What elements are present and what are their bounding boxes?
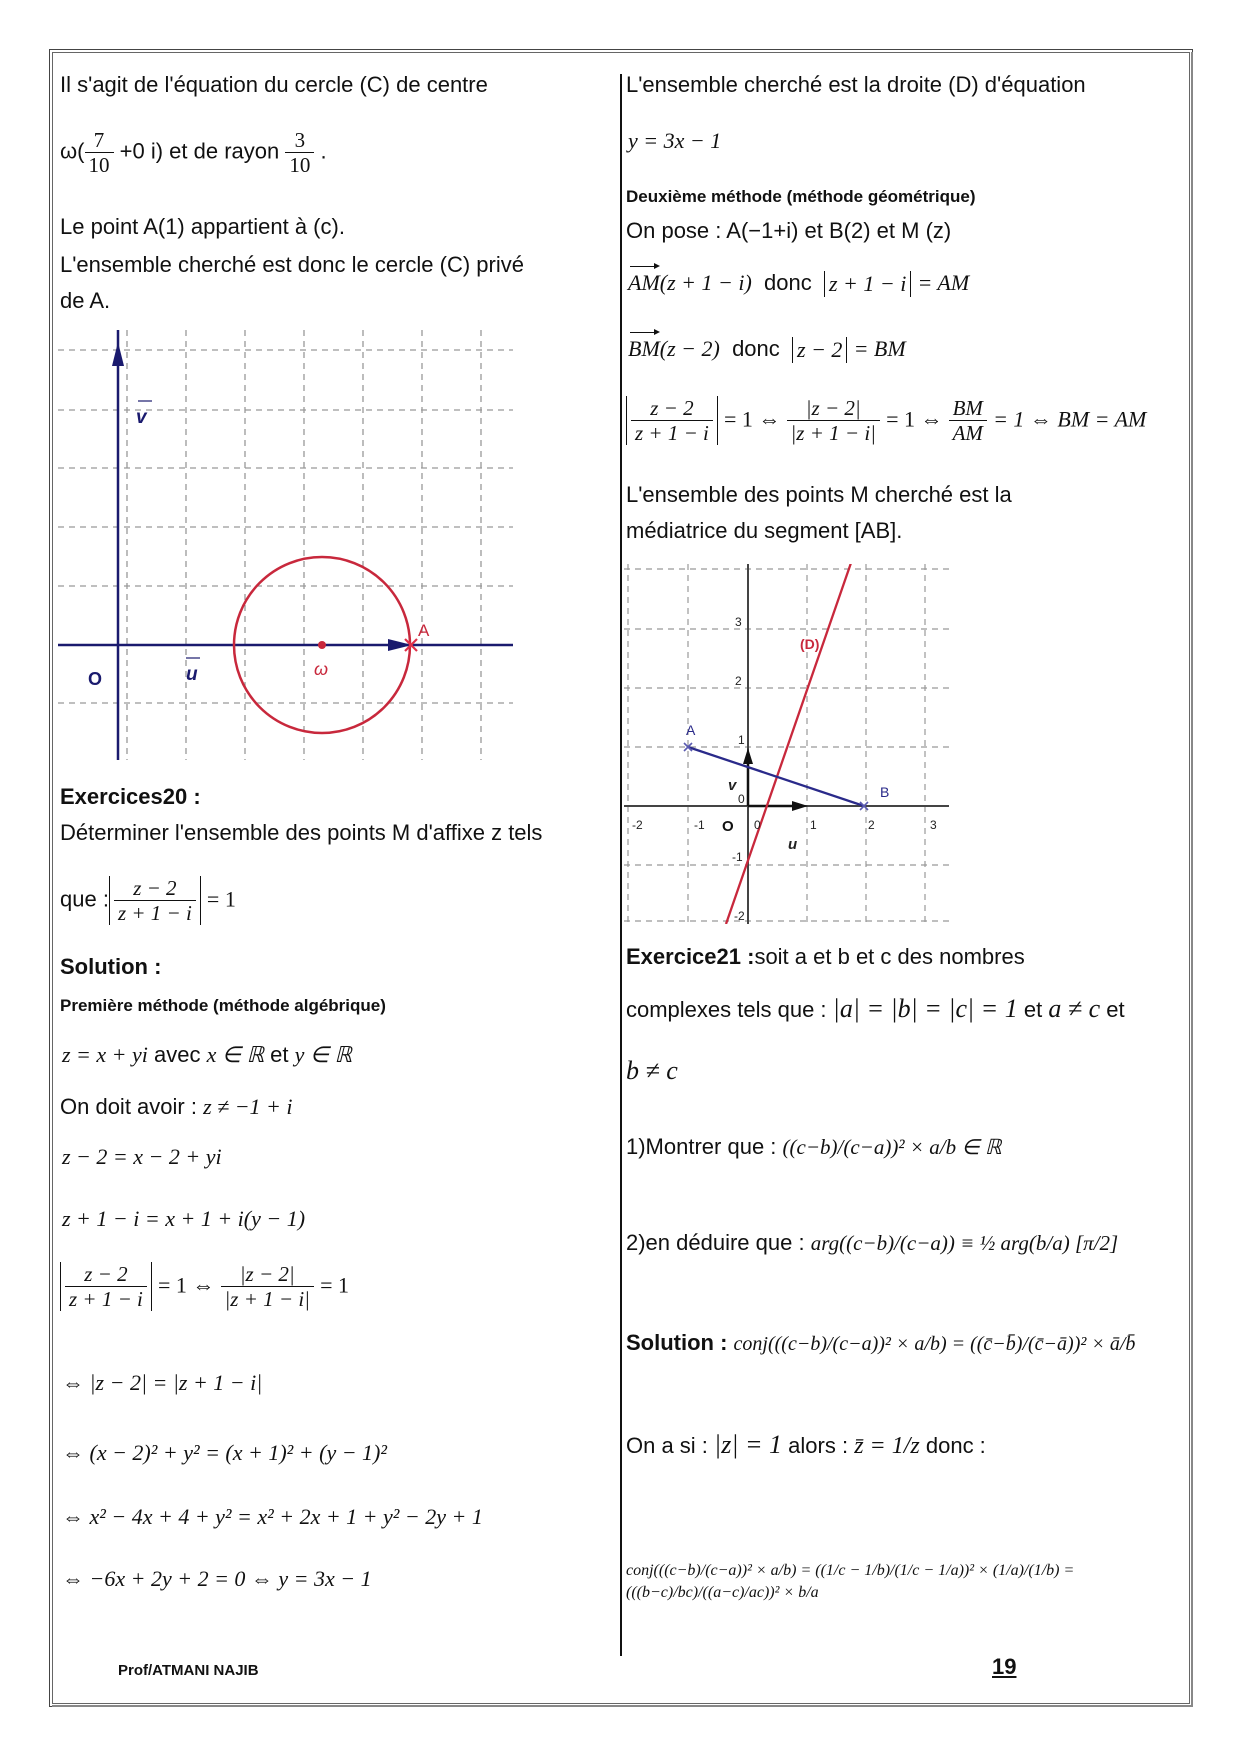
svg-text:-2: -2	[734, 909, 745, 923]
paragraph: médiatrice du segment [AB].	[626, 518, 903, 543]
u-arrow-icon	[388, 639, 412, 651]
fraction: $\frac{|z - 2|}{|z + 1 - i|}$	[221, 1262, 314, 1311]
svg-text:-2: -2	[632, 818, 643, 832]
math-line: ⇔ x² − 4x + 4 + y² = x² + 2x + 1 + y² − 2y + 1	[62, 1504, 483, 1529]
text: alors :	[788, 1433, 849, 1458]
modulus	[60, 1262, 152, 1311]
math-line	[62, 1042, 352, 1068]
label-D: (D)	[800, 636, 820, 652]
x-tick-labels	[632, 818, 937, 832]
text: = 1 ⇔	[157, 1272, 215, 1298]
svg-text:0: 0	[738, 792, 745, 806]
grid	[58, 330, 513, 760]
exercise-21-title: Exercice21 :	[626, 944, 755, 969]
paragraph: Il s'agit de l'équation du cercle (C) de centre	[60, 72, 488, 97]
math-line	[626, 396, 1146, 445]
question-1	[626, 1134, 1002, 1160]
paragraph: L'ensemble cherché est la droite (D) d'équation	[626, 72, 1086, 97]
paragraph: de A.	[60, 288, 111, 313]
fraction: $\frac{z - 2}{z + 1 - i}$	[114, 876, 196, 925]
page-shadow-bottom	[52, 1705, 1192, 1707]
text: soit a et b et c des nombres	[754, 944, 1025, 969]
grid	[624, 564, 949, 924]
label-v: v	[136, 407, 147, 428]
line-D	[726, 564, 852, 924]
column-divider	[620, 74, 622, 1656]
label-B: B	[880, 784, 890, 800]
fraction: $\frac{z - 2}{z + 1 - i}$	[65, 1262, 147, 1311]
svg-text:-1: -1	[732, 850, 743, 864]
math-line: b ≠ c	[626, 1056, 678, 1085]
exercise-20-title: Exercices20 :	[60, 784, 201, 809]
math-line	[60, 1094, 293, 1120]
label-O: O	[722, 818, 734, 835]
figure-circle-graph	[58, 330, 513, 760]
math-line: ⇔ |z − 2| = |z + 1 − i|	[62, 1370, 263, 1395]
label-A: A	[418, 621, 430, 640]
label-u: u	[186, 664, 198, 685]
svg-text:1: 1	[738, 733, 745, 747]
math: z ≠ −1 + i	[203, 1094, 293, 1119]
v-arrow-icon	[743, 748, 753, 764]
vector-BM: BM	[628, 336, 660, 361]
label-O: O	[88, 669, 103, 689]
text: 1)Montrer que :	[626, 1134, 777, 1159]
math: a ≠ c	[1048, 994, 1101, 1023]
math-line: conj(((c−b)/(c−a))² × a/b) = ((1/c − 1/b)/(1/c − 1/a))² × (1/a)/(1/b) = (((b−c)/bc)/((a−c)/ac))² × b/a	[626, 1562, 1075, 1601]
text: +0 i) et de rayon	[119, 138, 280, 164]
text: que :	[60, 886, 109, 912]
text: et	[1023, 997, 1043, 1022]
label-A: A	[686, 722, 696, 738]
fraction: $\frac{|z - 2|}{|z + 1 - i|}$	[787, 396, 880, 445]
math: = BM	[853, 336, 906, 361]
math: conj(((c−b)/(c−a))² × a/b) = ((c̄−b̄)/(c̄−ā))² × ā/b̄	[733, 1333, 1136, 1355]
text: complexes tels que :	[626, 997, 827, 1022]
math: x ∈ ℝ	[206, 1042, 264, 1067]
text: donc	[764, 270, 812, 295]
math: = AM	[917, 270, 970, 295]
text: et	[270, 1042, 289, 1067]
modulus: z − 2	[792, 337, 847, 363]
solution-21	[626, 1330, 1135, 1357]
text: = 1 ⇔	[723, 406, 781, 432]
paragraph: L'ensemble des points M cherché est la	[626, 482, 1012, 507]
text: = 1	[206, 886, 236, 912]
label-u: u	[788, 836, 798, 853]
text: donc :	[925, 1433, 986, 1458]
paragraph: Le point A(1) appartient à (c).	[60, 214, 345, 239]
math: z̄ = 1/z	[854, 1433, 920, 1459]
text: et	[1106, 997, 1125, 1022]
math-line: z − 2 = x − 2 + yi	[62, 1144, 222, 1169]
exercise-20-equation	[60, 876, 236, 925]
author-footer: Prof/ATMANI NAJIB	[118, 1662, 259, 1679]
fraction-3-10: $\frac{3}{10}$	[285, 128, 314, 177]
page-number: 19	[992, 1654, 1017, 1679]
math-line	[626, 1432, 986, 1459]
page-shadow-right	[1191, 52, 1193, 1707]
math-line	[628, 270, 969, 297]
fraction: $\frac{z - 2}{z + 1 - i}$	[631, 396, 713, 445]
question-2	[626, 1230, 1118, 1256]
svg-text:1: 1	[810, 818, 817, 832]
vector-AM: AM	[628, 270, 660, 295]
center-omega-point	[318, 641, 326, 649]
text: On doit avoir :	[60, 1094, 197, 1119]
solution-title: Solution :	[60, 954, 162, 979]
math: ((c−b)/(c−a))² × a/b ∈ ℝ	[782, 1135, 1002, 1159]
math: (z + 1 − i)	[659, 270, 752, 295]
center-omega-line	[60, 128, 327, 177]
text: 2)en déduire que :	[626, 1230, 805, 1255]
math-line: z + 1 − i = x + 1 + i(y − 1)	[62, 1206, 306, 1231]
text: = 1	[320, 1272, 349, 1298]
text: avec	[154, 1042, 201, 1067]
text: .	[320, 138, 327, 164]
math: = 1 ⇔ BM = AM	[993, 406, 1147, 432]
segment-AB	[688, 747, 864, 806]
figure-mediatrice-graph	[624, 564, 949, 924]
label-omega: ω	[314, 659, 329, 679]
math-line: ⇔ −6x + 2y + 2 = 0 ⇔ y = 3x − 1	[62, 1566, 372, 1591]
math-line	[626, 996, 1125, 1023]
label-v: v	[728, 777, 737, 794]
text: On a si :	[626, 1433, 708, 1458]
text: donc	[732, 336, 780, 361]
exercise-20-statement: Déterminer l'ensemble des points M d'affixe z tels	[60, 820, 543, 845]
math: arg((c−b)/(c−a)) ≡ ½ arg(b/a) [π/2]	[810, 1231, 1119, 1255]
math-line	[60, 1262, 349, 1311]
u-arrow-icon	[792, 801, 808, 811]
math: |z| = 1	[714, 1430, 783, 1459]
paragraph: L'ensemble cherché est donc le cercle (C) privé	[60, 252, 524, 277]
math-line: y = 3x − 1	[628, 128, 722, 153]
svg-text:3: 3	[930, 818, 937, 832]
modulus	[626, 396, 718, 445]
math: y ∈ ℝ	[294, 1042, 352, 1067]
math: |a| = |b| = |c| = 1	[832, 994, 1018, 1023]
modulus: z + 1 − i	[824, 271, 911, 297]
svg-text:2: 2	[735, 674, 742, 688]
exercise-21-statement	[626, 944, 1025, 970]
svg-text:-1: -1	[694, 818, 705, 832]
method-1-title: Première méthode (méthode algébrique)	[60, 996, 386, 1015]
math: (z − 2)	[659, 336, 720, 361]
fraction: $\frac{BM}{AM}$	[949, 396, 987, 445]
v-arrow-icon	[112, 342, 124, 366]
svg-text:0: 0	[754, 818, 761, 832]
math-line	[628, 336, 906, 363]
svg-text:3: 3	[735, 615, 742, 629]
math: z = x + yi	[62, 1042, 148, 1067]
text: ω(	[60, 138, 85, 164]
fraction-7-10: $\frac{7}{10}$	[85, 128, 114, 177]
paragraph: On pose : A(−1+i) et B(2) et M (z)	[626, 218, 952, 243]
math-line: ⇔ (x − 2)² + y² = (x + 1)² + (y − 1)²	[62, 1440, 387, 1465]
svg-text:2: 2	[868, 818, 875, 832]
solution-title: Solution :	[626, 1330, 728, 1355]
text: = 1 ⇔	[886, 406, 943, 432]
modulus	[109, 876, 201, 925]
method-2-title: Deuxième méthode (méthode géométrique)	[626, 187, 976, 206]
